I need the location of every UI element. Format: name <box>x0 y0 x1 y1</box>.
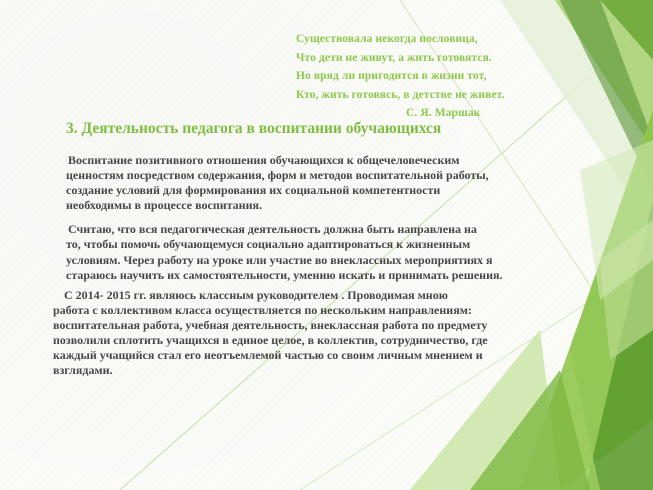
paragraph-line: взглядами. <box>53 363 113 378</box>
paragraph-line: Считаю, что вся педагогическая деятельность должна быть направлена на <box>68 222 477 237</box>
paragraph-line: Воспитание позитивного отношения обучающихся к общечеловеческим <box>68 153 460 167</box>
paragraph-line: стараюсь научить их самостоятельности, умению искать и принимать решения. <box>66 267 503 282</box>
paragraph <box>66 222 502 282</box>
paragraph-line: то, чтобы помочь обучающемуся социально адаптироваться к жизненным <box>66 237 471 252</box>
epigraph-line: Что дети не живут, а жить готовятся. <box>296 51 492 64</box>
paragraph <box>53 287 502 379</box>
paragraph-line: каждый учащийся стал его неотъемлемой частью со своим личным мнением и <box>53 348 483 363</box>
epigraph-line: Кто, жить готовясь, в детстве не живет. <box>296 88 505 101</box>
epigraph-author: С. Я. Маршак <box>406 107 481 119</box>
paragraph-line: ценностям посредством содержания, форм и методов воспитательной работы, <box>66 168 489 183</box>
epigraph-line: Существовала некогда пословица, <box>296 33 478 45</box>
paragraph-line: необходимы в процессе воспитания. <box>66 198 263 213</box>
slide-title: 3. Деятельность педагога в воспитании обучающихся <box>66 120 442 137</box>
epigraph-line: Но вряд ли пригодится в жизни тот, <box>296 70 487 82</box>
paragraph <box>66 153 502 213</box>
epigraph <box>250 30 550 123</box>
paragraph-line: позволили сплотить учащихся в единое целое, в коллектив, сотрудничество, где <box>53 333 488 348</box>
paragraph-line: воспитательная работа, учебная деятельность, внеклассная работа по предмету <box>53 317 488 332</box>
slide-body <box>53 153 503 378</box>
paragraph-line: условиям. Через работу на уроке или участие во внеклассных мероприятиях я <box>66 252 493 267</box>
paragraph-line: С 2014- 2015 гг. являюсь классным руководителем . Проводимая мною <box>64 287 448 302</box>
paragraph-line: создание условий для формирования их социальной компетентности <box>66 183 441 198</box>
paragraph-line: работа с коллективом класса осуществляется по нескольким направлениям: <box>53 302 472 317</box>
